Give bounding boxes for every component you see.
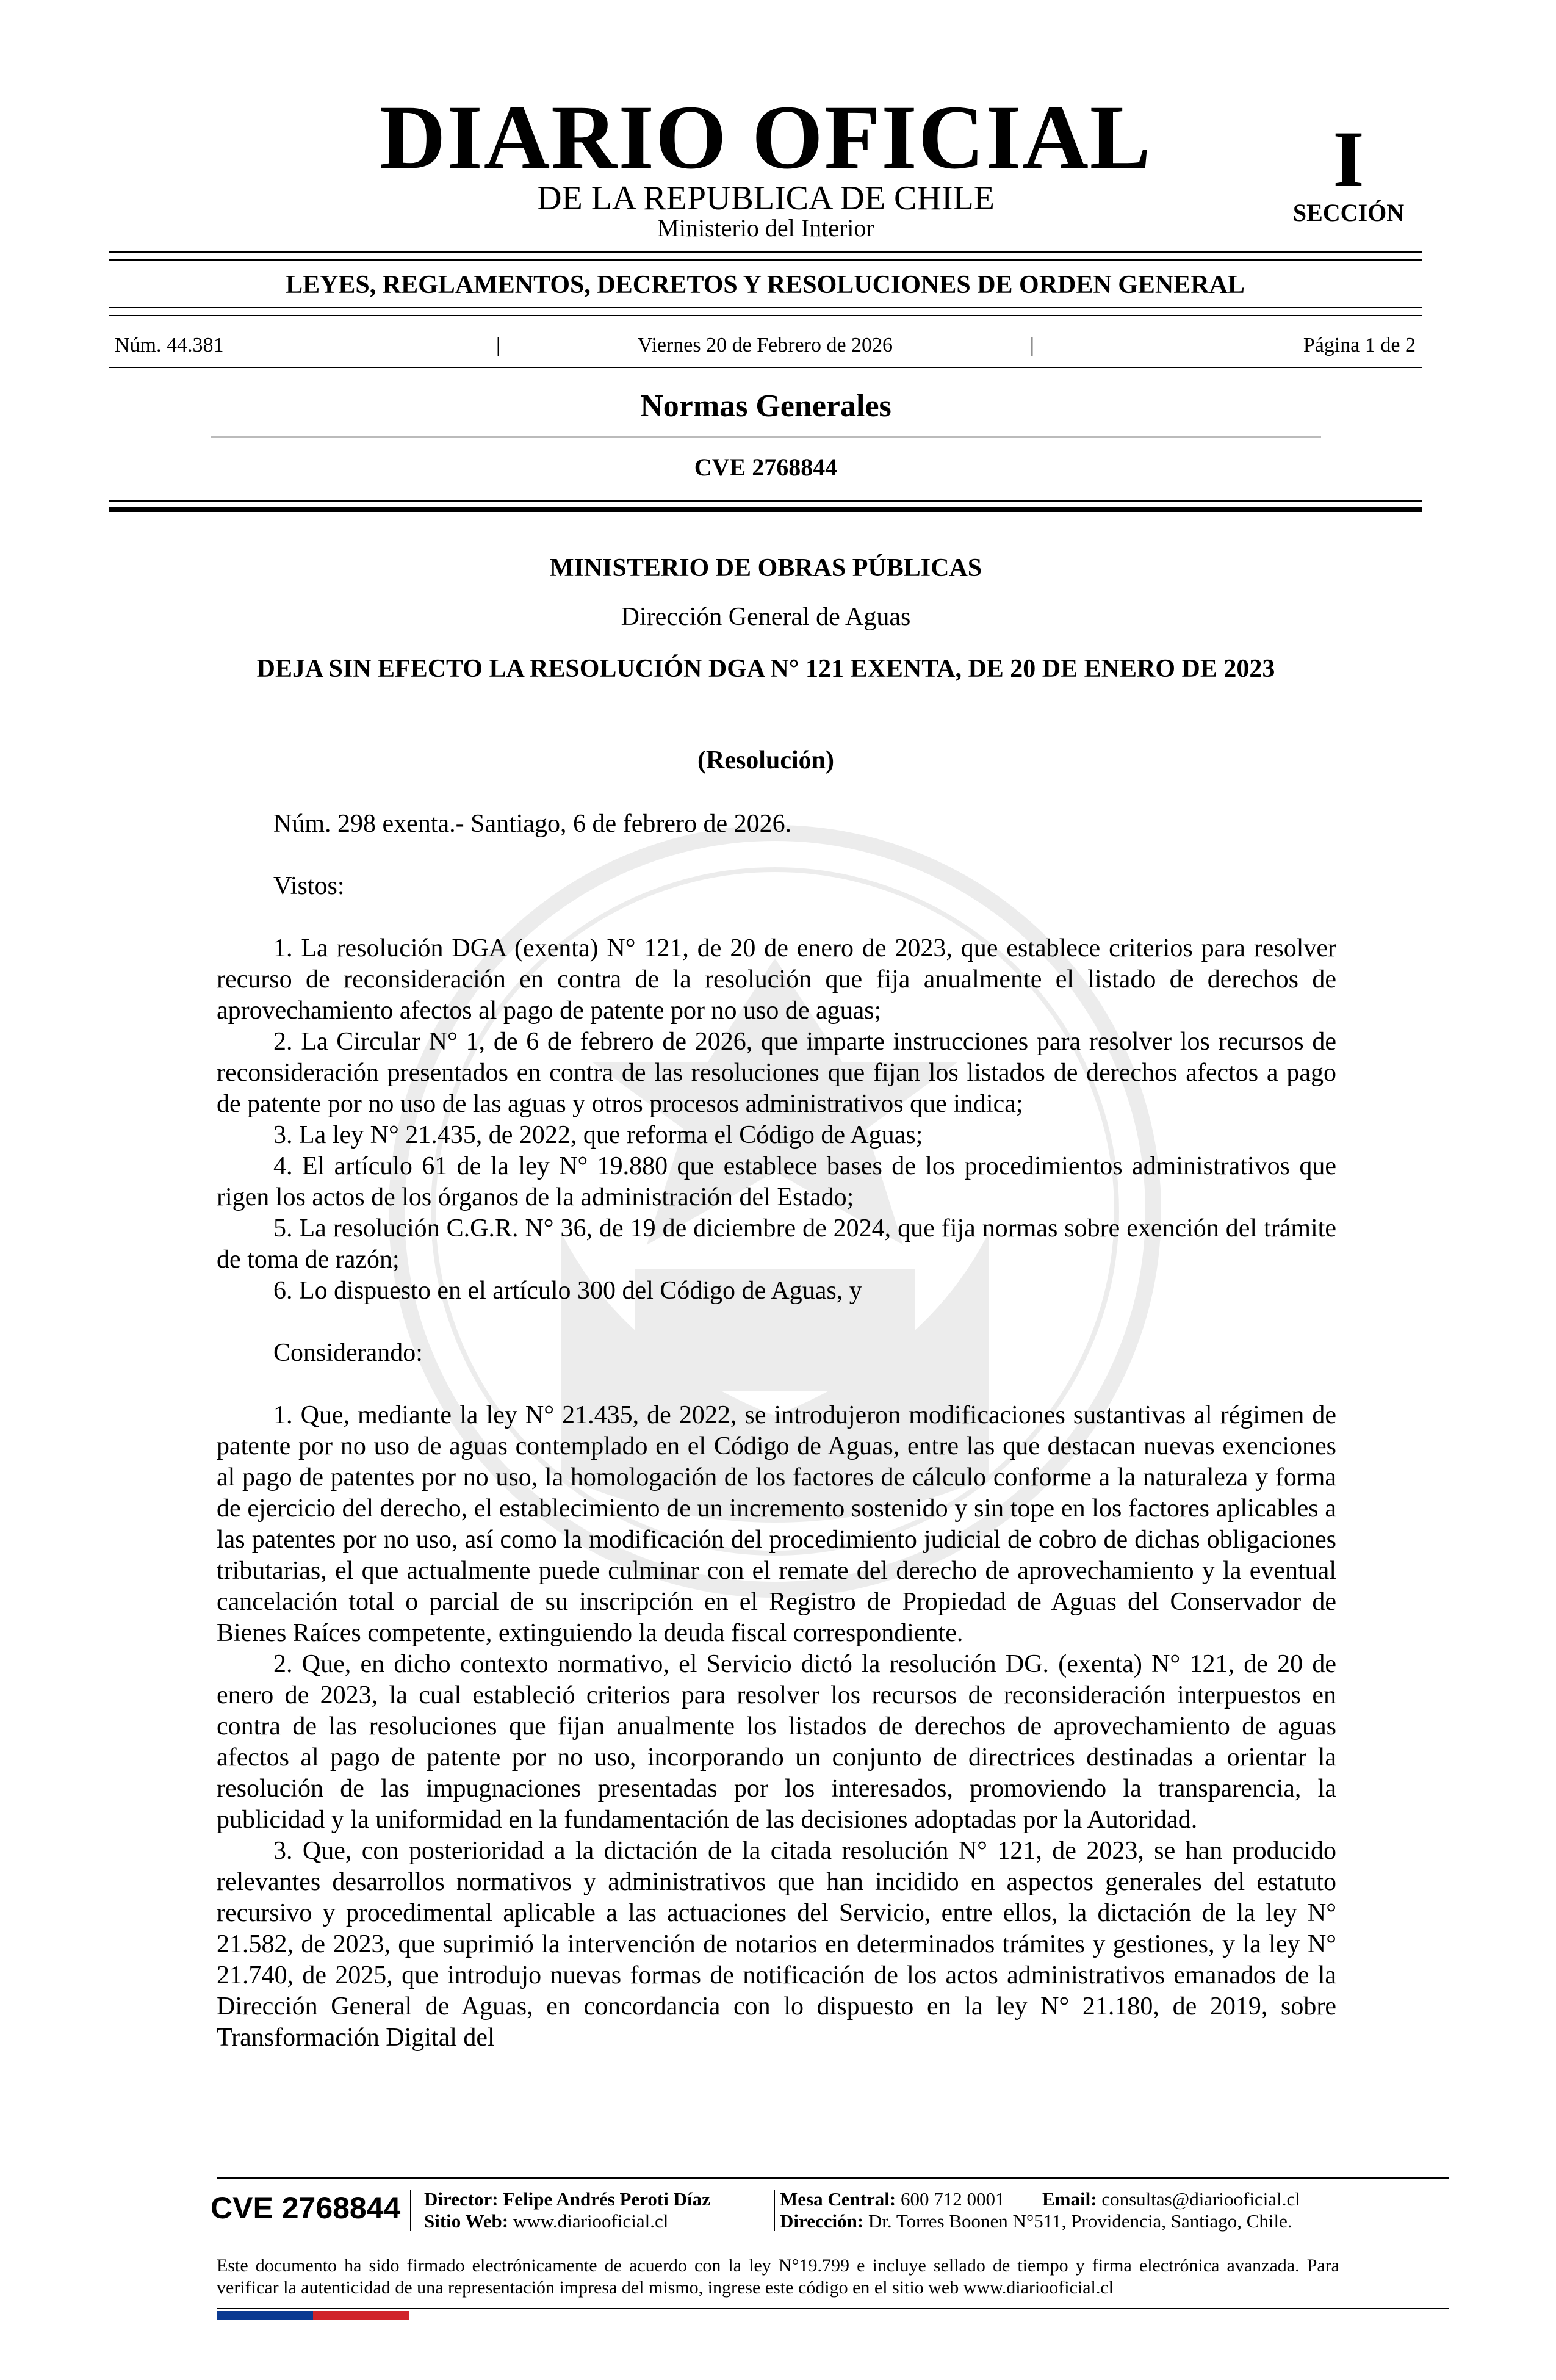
section-number: I <box>1333 114 1364 204</box>
vistos-item: 3. La ley N° 21.435, de 2022, que reforma el Código de Aguas; <box>273 1121 923 1149</box>
section-heading-rule <box>211 436 1321 438</box>
category-heading: LEYES, REGLAMENTOS, DECRETOS Y RESOLUCIONES DE ORDEN GENERAL <box>286 271 1245 299</box>
category-rule-bottom <box>109 315 1422 316</box>
considerando-item: 3. Que, con posterioridad a la dictación de la citada resolución N° 121, de 2023, se han producido relevantes desarrollos normativos y administrativos que han incidido en aspectos generales del estatuto recursivo y procedimental aplicable a las actuaciones del Servicio, entre ellos, la dictación de la ley N° 21.582, de 2023, que suprimió la intervención de notarios en determinados trámites y gestiones, y la ley N° 21.740, de 2025, que introdujo nuevas formas de notificación de los actos administrativos emanados de la Dirección General de Aguas, en concordancia con lo dispuesto en la ley N° 21.180, de 2019, sobre Transformación Digital del <box>217 1837 1336 2052</box>
newspaper-ministry: Ministerio del Interior <box>657 214 874 242</box>
vistos-item: 6. Lo dispuesto en el artículo 300 del Código de Aguas, y <box>273 1277 862 1305</box>
vistos-item: 2. La Circular N° 1, de 6 de febrero de 2026, que imparte instrucciones para resolver los recursos de reconsideración presentados en contra de las resoluciones que fijan los listados de derechos afectos a pago de patente por no uso de las aguas y otros procesos administrativos que indica; <box>217 1028 1336 1118</box>
resolution-number-line: Núm. 298 exenta.- Santiago, 6 de febrero de 2026. <box>273 810 792 838</box>
address-label: Dirección: <box>780 2210 864 2232</box>
vistos-heading: Vistos: <box>273 872 345 900</box>
issue-number: Núm. 44.381 <box>115 334 224 356</box>
header-rule-thin <box>109 500 1422 502</box>
footer-rule <box>217 2177 1449 2179</box>
email-label: Email: <box>1042 2188 1097 2210</box>
considerando-item: 1. Que, mediante la ley N° 21.435, de 2022, se introdujeron modificaciones sustantivas al régimen de patente por no uso de aguas contemplado en el Código de Aguas, entre las que destacan nuevas exenciones al pago de patentes por no uso, la homologación de los factores de cálculo conforme a la naturaleza y forma de ejercicio del derecho, el establecimiento de un incremento sostenido y sin tope en los factores aplicables a las patentes por no uso, así como la modificación del procedimiento judicial de cobro de dichas obligaciones tributarias, el que actualmente puede culminar con el remate del derecho de aprovechamiento y la eventual cancelación total o parcial de su inscripción en el Registro de Propiedad de Aguas del Conservador de Bienes Raíces competente, extinguiendo la deuda fiscal correspondiente. <box>217 1401 1336 1647</box>
address-value: Dr. Torres Boonen N°511, Providencia, Santiago, Chile. <box>868 2210 1292 2232</box>
newspaper-subtitle: DE LA REPUBLICA DE CHILE <box>537 179 995 217</box>
email-link[interactable]: consultas@diariooficial.cl <box>1101 2188 1300 2210</box>
vistos-item: 4. El artículo 61 de la ley N° 19.880 que establece bases de los procedimientos administrativos que rigen los actos de los órganos de la administración del Estado; <box>217 1152 1336 1211</box>
resolution-subtitle: (Resolución) <box>697 746 834 774</box>
category-rule-top <box>109 307 1422 308</box>
footer-divider <box>774 2190 775 2231</box>
header-rule-thick <box>109 507 1422 512</box>
direccion-heading: Dirección General de Aguas <box>621 603 911 631</box>
resolution-title: DEJA SIN EFECTO LA RESOLUCIÓN DGA N° 121 EXENTA, DE 20 DE ENERO DE 2023 <box>256 655 1275 683</box>
infobar-rule <box>109 367 1422 368</box>
masthead-rule-top <box>109 251 1422 253</box>
vistos-item: 5. La resolución C.G.R. N° 36, de 19 de diciembre de 2024, que fija normas sobre exención del trámite de toma de razón; <box>217 1214 1336 1274</box>
footer-bottom-rule <box>217 2308 1449 2309</box>
page-indicator: Página 1 de 2 <box>1303 334 1416 356</box>
section-heading: Normas Generales <box>640 389 891 424</box>
ministry-heading: MINISTERIO DE OBRAS PÚBLICAS <box>549 554 982 582</box>
infobar-separator: | <box>496 334 500 356</box>
signature-note: Este documento ha sido firmado electrónicamente de acuerdo con la ley N°19.799 e incluye sellado de tiempo y firma electrónica avanzada. Para verificar la autenticidad de una representación impresa del mismo, ingrese este código en el sitio web www.diariooficial.cl <box>217 2256 1339 2298</box>
considerando-item: 2. Que, en dicho contexto normativo, el Servicio dictó la resolución DG. (exenta) N° 121, de 20 de enero de 2023, la cual estableció criterios para resolver los recursos de reconsideración interpuestos en contra de las resoluciones que fijan anualmente los listados de derechos de aprovechamiento de aguas afectos al pago de patente por no uso, incorporando un conjunto de directrices destinadas a orientar la resolución de las impugnaciones presentadas por los interesados, promoviendo la transparencia, la publicidad y la uniformidad en la fundamentación de las decisiones adoptadas por la Autoridad. <box>217 1650 1336 1834</box>
footer-email-block <box>1042 2188 1300 2210</box>
footer-director-block <box>424 2188 710 2232</box>
website-link[interactable]: www.diariooficial.cl <box>513 2210 669 2232</box>
considerando-heading: Considerando: <box>273 1339 423 1367</box>
newspaper-title: DIARIO OFICIAL <box>380 87 1152 188</box>
website-label: Sitio Web: <box>424 2210 509 2232</box>
director-label: Director: <box>424 2188 499 2210</box>
issue-date: Viernes 20 de Febrero de 2026 <box>637 334 893 356</box>
document-body <box>217 809 1336 2054</box>
section-label: SECCIÓN <box>1292 199 1405 226</box>
footer-divider <box>410 2190 411 2231</box>
phone-label: Mesa Central: <box>780 2188 896 2210</box>
issue-info-bar <box>109 333 1422 358</box>
cve-code: CVE 2768844 <box>694 453 838 481</box>
footer-cve-code: CVE 2768844 <box>211 2191 401 2225</box>
director-name: Felipe Andrés Peroti Díaz <box>503 2188 710 2210</box>
flag-stripe-red <box>313 2311 409 2320</box>
infobar-separator: | <box>1030 334 1034 356</box>
flag-stripe-blue <box>217 2311 313 2320</box>
vistos-item: 1. La resolución DGA (exenta) N° 121, de 20 de enero de 2023, que establece criterios para resolver recurso de reconsideración en contra de la resolución que fija anualmente el listado de derechos de aprovechamiento afectos al pago de patente por no uso de aguas; <box>217 934 1336 1025</box>
masthead-rule-bottom <box>109 259 1422 261</box>
phone-value: 600 712 0001 <box>901 2188 1005 2210</box>
